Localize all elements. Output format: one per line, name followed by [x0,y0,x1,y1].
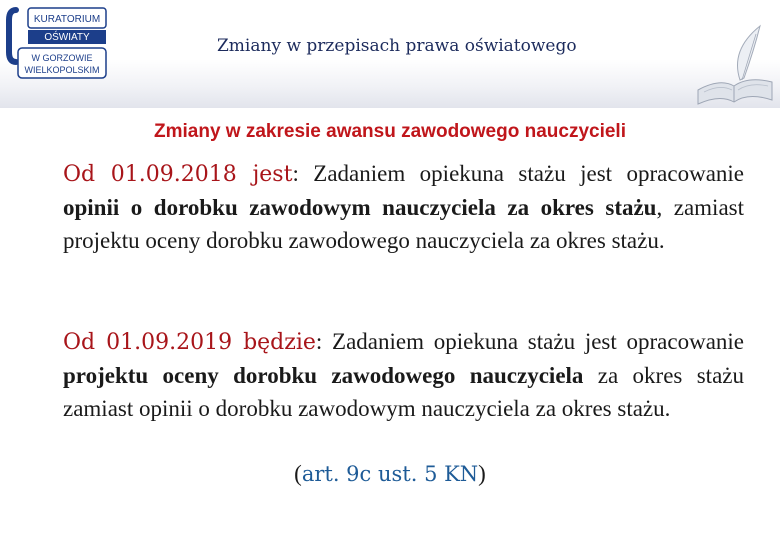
citation-close-paren: ) [478,461,486,486]
logo-line-3: W GORZOWIE [31,53,93,63]
colon: : [292,161,314,186]
paragraph-bold-text: projektu oceny dorobku zawodowego nauczyciela [63,363,584,388]
slide-header [0,0,780,108]
date-lead-2019: Od 01.09.2019 będzie [63,330,316,355]
paragraph-text: Zadaniem opiekuna stażu jest opracowanie [332,329,744,354]
date-lead-2018: Od 01.09.2018 jest [63,162,293,187]
section-subtitle: Zmiany w zakresie awansu zawodowego nauczycieli [154,121,626,142]
paragraph-text: , zamiast projektu oceny dorobku zawodowego nauczyciela za okres stażu. [63,195,744,253]
paragraph-text: za okres stażu zamiast opinii o dorobku zawodowym nauczyciela za okres stażu. [63,363,744,421]
citation-text: art. 9c ust. 5 KN [301,462,479,486]
colon: : [315,329,333,354]
paragraph-2018 [63,157,744,257]
book-quill-icon [690,20,776,106]
paragraph-bold-text: opinii o dorobku zawodowym nauczyciela za okres stażu [63,195,657,220]
citation-open-paren: ( [294,461,302,486]
legal-citation [0,461,780,487]
logo-line-4: WIELKOPOLSKIM [24,65,100,75]
kuratorium-logo [6,6,108,82]
logo-line-2: OŚWIATY [44,32,90,43]
paragraph-2019 [63,325,744,425]
page-title: Zmiany w przepisach prawa oświatowego [217,36,577,56]
paragraph-text: Zadaniem opiekuna stażu jest opracowanie [313,161,745,186]
logo-line-1: KURATORIUM [33,14,101,25]
